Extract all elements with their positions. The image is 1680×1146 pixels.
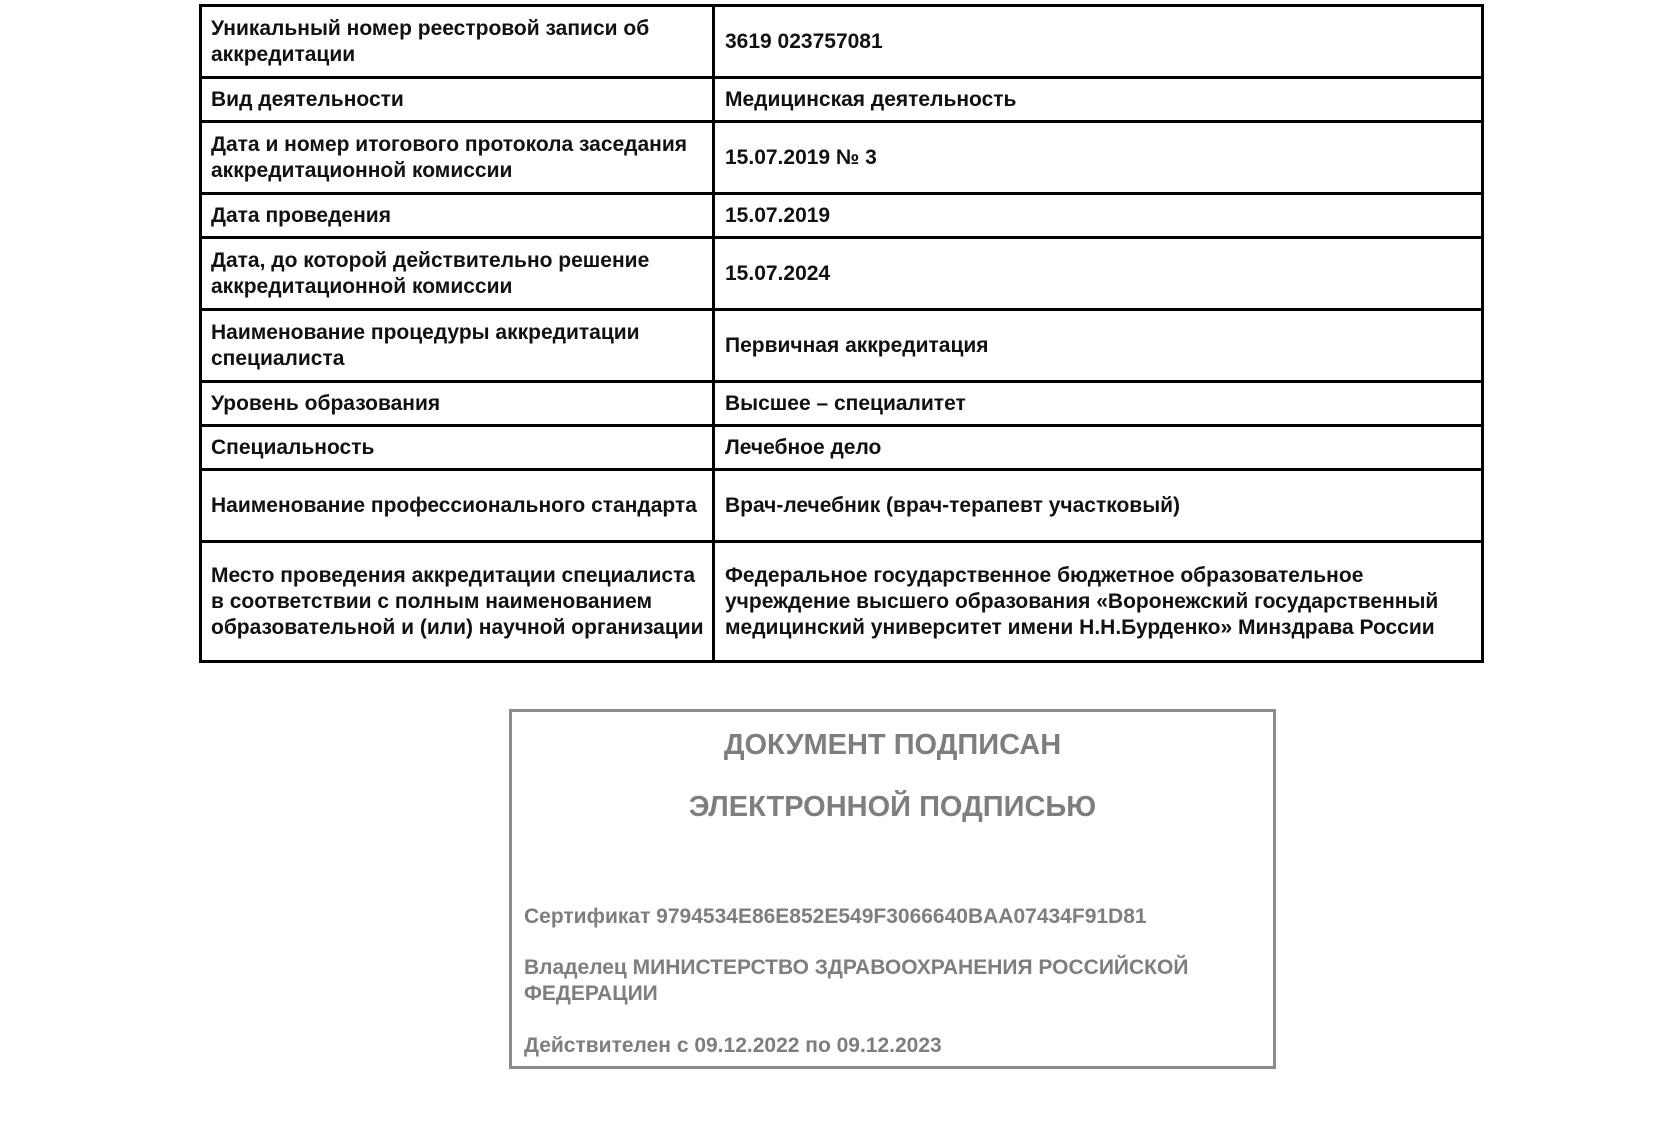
table-row: [201, 470, 1483, 542]
table-row: [201, 426, 1483, 470]
accreditation-table: [199, 4, 1484, 663]
row-value: 3619 023757081: [714, 6, 1483, 78]
table-row: [201, 382, 1483, 426]
stamp-title-line2: ЭЛЕКТРОННОЙ ПОДПИСЬЮ: [688, 791, 1097, 823]
row-value: Высшее – специалитет: [714, 382, 1483, 426]
row-value: Лечебное дело: [714, 426, 1483, 470]
row-value: Врач-лечебник (врач-терапевт участковый): [714, 470, 1483, 542]
table-row: [201, 194, 1483, 238]
row-value: Федеральное государственное бюджетное образовательное учреждение высшего образования «Воронежский государственный медицинский университет имени Н.Н.Бурденко» Минздрава России: [714, 542, 1483, 662]
row-label: Специальность: [201, 426, 714, 470]
row-value: Первичная аккредитация: [714, 310, 1483, 382]
certificate-owner: Владелец МИНИСТЕРСТВО ЗДРАВООХРАНЕНИЯ РОССИЙСКОЙ ФЕДЕРАЦИИ: [524, 956, 1189, 1005]
row-value: 15.07.2019 № 3: [714, 122, 1483, 194]
row-label: Место проведения аккредитации специалиста в соответствии с полным наименованием образовательной и (или) научной организации: [201, 542, 714, 662]
stamp-title-line1: ДОКУМЕНТ ПОДПИСАН: [723, 729, 1062, 761]
table-row: [201, 238, 1483, 310]
table-row: [201, 122, 1483, 194]
certificate-number: Сертификат 9794534E86E852E549F3066640BAA07434F91D81: [524, 905, 1147, 928]
row-label: Дата, до которой действительно решение аккредитационной комиссии: [201, 238, 714, 310]
table-row: [201, 78, 1483, 122]
row-label: Уникальный номер реестровой записи об аккредитации: [201, 6, 714, 78]
row-label: Дата проведения: [201, 194, 714, 238]
row-label: Наименование профессионального стандарта: [201, 470, 714, 542]
table-row: [201, 310, 1483, 382]
row-label: Вид деятельности: [201, 78, 714, 122]
electronic-signature-stamp: [509, 709, 1276, 1069]
row-value: Медицинская деятельность: [714, 78, 1483, 122]
table-row: [201, 542, 1483, 662]
certificate-validity: Действителен с 09.12.2022 по 09.12.2023: [524, 1034, 942, 1057]
row-label: Наименование процедуры аккредитации специалиста: [201, 310, 714, 382]
row-value: 15.07.2024: [714, 238, 1483, 310]
row-value: 15.07.2019: [714, 194, 1483, 238]
row-label: Уровень образования: [201, 382, 714, 426]
row-label: Дата и номер итогового протокола заседания аккредитационной комиссии: [201, 122, 714, 194]
table-row: [201, 6, 1483, 78]
